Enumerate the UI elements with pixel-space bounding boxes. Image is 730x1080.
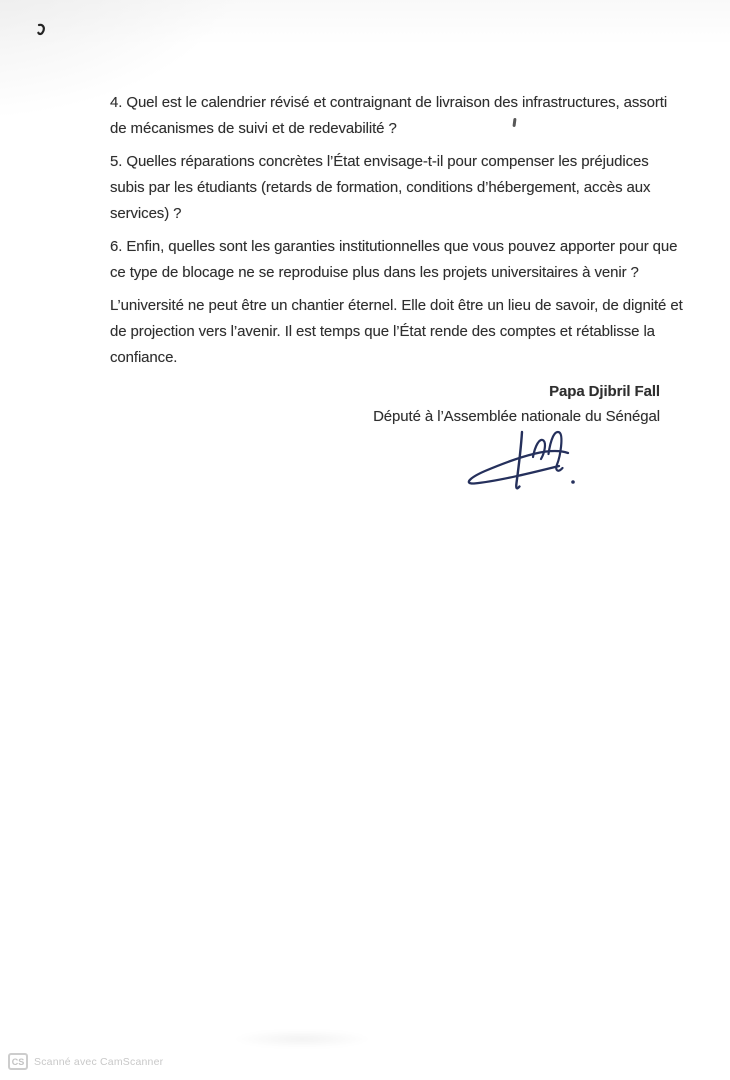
camscanner-logo-icon: CS [8, 1053, 28, 1070]
ink-mark-artifact [36, 23, 48, 38]
signatory-name: Papa Djibril Fall [549, 383, 660, 400]
scan-credit-text: Scanné avec CamScanner [34, 1055, 164, 1068]
handwritten-signature-icon [455, 420, 605, 505]
text-line: de mécanismes de suivi et de redevabilité ? [110, 120, 397, 137]
text-line: subis par les étudiants (retards de formation, conditions d’hébergement, accès aux [110, 179, 651, 196]
text-line: de projection vers l’avenir. Il est temps que l’État rende des comptes et rétablisse la [110, 323, 655, 340]
text-line: L’université ne peut être un chantier éternel. Elle doit être un lieu de savoir, de dignité et [110, 297, 683, 314]
camscanner-watermark [8, 1053, 163, 1070]
signatory-title: Député à l’Assemblée nationale du Sénégal [373, 408, 660, 425]
text-line: 4. Quel est le calendrier révisé et contraignant de livraison des infrastructures, assorti [110, 94, 668, 111]
paragraph-question-6 [110, 234, 683, 286]
text-line: 5. Quelles réparations concrètes l’État envisage-t-il pour compenser les préjudices [110, 153, 649, 170]
scan-smudge-artifact [232, 1030, 372, 1048]
letter-body [110, 90, 683, 378]
text-line: services) ? [110, 205, 182, 222]
text-line: 6. Enfin, quelles sont les garanties institutionnelles que vous pouvez apporter pour que [110, 238, 678, 255]
text-line: confiance. [110, 349, 178, 366]
text-line: ce type de blocage ne se reproduise plus dans les projets universitaires à venir ? [110, 264, 639, 281]
paragraph-question-4 [110, 90, 683, 142]
paragraph-closing [110, 293, 683, 371]
paragraph-question-5 [110, 149, 683, 227]
